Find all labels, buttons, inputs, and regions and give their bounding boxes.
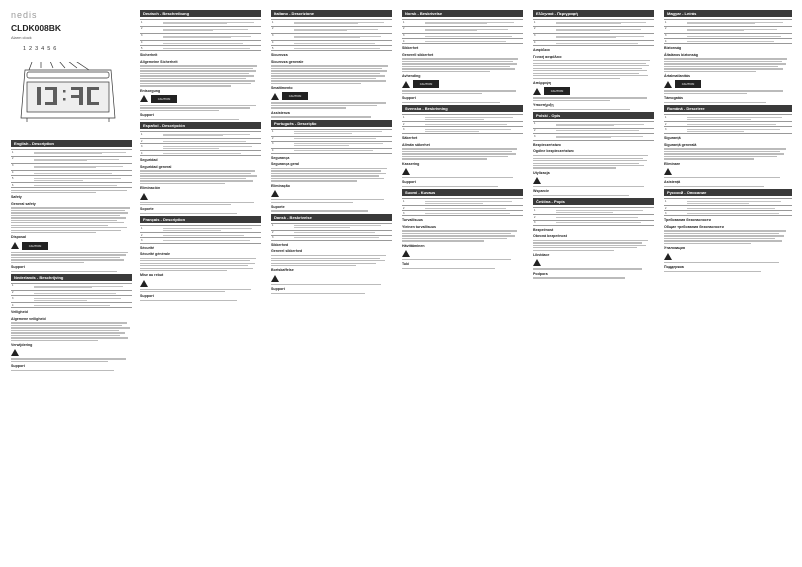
- warning-block: [11, 242, 132, 250]
- warning-triangle-icon: [402, 168, 410, 175]
- caution-label: CAUTION: [22, 242, 48, 250]
- romanian-safety-heading: Siguranță: [664, 136, 681, 141]
- safety-heading: Safety: [11, 195, 22, 200]
- section-header-english: English - Description: [11, 140, 132, 147]
- hungarian-general-heading: Általános biztonság: [664, 52, 698, 57]
- warning-triangle-icon: [664, 253, 672, 260]
- dutch-general-heading: Algemene veiligheid: [11, 316, 46, 321]
- hungarian-support-heading: Támogatás: [664, 96, 683, 101]
- warning-triangle-icon: [402, 81, 410, 88]
- caution-label: CAUTION: [282, 92, 308, 100]
- norwegian-general-heading: Generell sikkerhet: [402, 52, 434, 57]
- warning-triangle-icon: [140, 95, 148, 102]
- german-disposal-heading: Entsorgung: [140, 88, 161, 93]
- column-5: Ελληνικά - Περιγραφή 1 2 3 4 Ασφάλεια Γενική ασφάλεια Απόρριψη CAUTION Υποστήριξη Polski - Opis 1 2 3 Bezpieczeństwo Ogólne bezpieczeństwo Utylizacja Wsparcie Čeština - Popis 1 2 3 Bezpečnost Obecná bezpečnost Likvidace Podpora: [533, 8, 654, 561]
- danish-support-heading: Support: [271, 287, 285, 292]
- warning-triangle-icon: [140, 280, 148, 287]
- warning-triangle-icon: [271, 190, 279, 197]
- dutch-safety-heading: Veiligheid: [11, 310, 28, 315]
- section-header-norwegian: Norsk - Beskrivelse: [402, 10, 523, 17]
- french-disposal-heading: Mise au rebut: [140, 273, 164, 278]
- norwegian-support-heading: Support: [402, 96, 416, 101]
- section-header-german: Deutsch - Beschreibung: [140, 10, 261, 17]
- caution-label: CAUTION: [151, 95, 177, 103]
- warning-triangle-icon: [402, 250, 410, 257]
- greek-general-heading: Γενική ασφάλεια: [533, 54, 562, 59]
- finnish-safety-heading: Turvallisuus: [402, 218, 423, 223]
- brand-logo: nedis: [11, 10, 38, 20]
- polish-disposal-heading: Utylizacja: [533, 170, 550, 175]
- caution-label: CAUTION: [675, 80, 701, 88]
- french-safety-heading: Sécurité: [140, 245, 155, 250]
- section-header-danish: Dansk - Beskrivelse: [271, 214, 392, 221]
- spanish-general-heading: Seguridad general: [140, 164, 172, 169]
- dutch-support-heading: Support: [11, 364, 25, 369]
- column-6: Magyar - Leírás 1 2 3 4 Biztonság Általános biztonság Ártalmatlanítás CAUTION Támogatás Română - Descriere 1 2 3 Siguranță Siguranță generală Eliminare Asistență Русский - Описание 1 2 3 Требования безопасности Общие требования безопасности Утилизация Поддержка: [664, 8, 792, 561]
- column-1: [11, 8, 132, 561]
- section-header-portuguese: Português - Descrição: [271, 120, 392, 127]
- callout-numbers: 123456: [23, 46, 60, 52]
- danish-disposal-heading: Bortskaffelse: [271, 268, 294, 273]
- norwegian-safety-heading: Sikkerhet: [402, 46, 419, 51]
- italian-support-heading: Assistenza: [271, 110, 290, 115]
- product-subtitle: Alarm clock: [11, 35, 32, 40]
- warning-triangle-icon: [271, 93, 279, 100]
- section-header-french: Français - Description: [140, 216, 261, 223]
- italian-general-heading: Sicurezza generale: [271, 59, 304, 64]
- russian-safety-heading: Требования безопасности: [664, 218, 711, 223]
- polish-support-heading: Wsparcie: [533, 189, 549, 194]
- swedish-disposal-heading: Kassering: [402, 161, 420, 166]
- hungarian-disposal-heading: Ártalmatlanítás: [664, 74, 690, 79]
- model-number: CLDK008BK: [11, 23, 62, 33]
- greek-disposal-heading: Απόρριψη: [533, 80, 551, 85]
- section-header-czech: Čeština - Popis: [533, 198, 654, 205]
- french-general-heading: Sécurité générale: [140, 251, 170, 256]
- russian-disposal-heading: Утилизация: [664, 246, 685, 251]
- russian-support-heading: Поддержка: [664, 264, 684, 269]
- danish-safety-heading: Sikkerhed: [271, 243, 289, 248]
- italian-safety-heading: Sicurezza: [271, 53, 288, 58]
- disposal-heading: Disposal: [11, 235, 26, 240]
- section-header-spanish: Español - Descripción: [140, 122, 261, 129]
- french-support-heading: Support: [140, 294, 154, 299]
- column-3: Italiano - Descrizione 1 2 3 4 5 Sicurezza Sicurezza generale Smaltimento CAUTION Assistenza Português - Descrição 1 2 3 4 Segurança Segurança geral Eliminação Suporte Dansk - Beskrivelse 1 2 3 Sikkerhed Generel sikkerhed Bortskaffelse Support: [271, 8, 392, 561]
- finnish-general-heading: Yleinen turvallisuus: [402, 224, 436, 229]
- warning-triangle-icon: [11, 242, 19, 249]
- support-heading: Support: [11, 265, 25, 270]
- dutch-disposal-heading: Verwijdering: [11, 342, 33, 347]
- product-illustration: [11, 46, 129, 138]
- swedish-support-heading: Support: [402, 180, 416, 185]
- romanian-disposal-heading: Eliminare: [664, 161, 681, 166]
- czech-general-heading: Obecná bezpečnost: [533, 234, 567, 239]
- warning-triangle-icon: [140, 193, 148, 200]
- spanish-disposal-heading: Eliminación: [140, 186, 161, 191]
- warning-triangle-icon: [271, 275, 279, 282]
- hungarian-safety-heading: Biztonság: [664, 46, 682, 51]
- german-general-heading: Allgemeine Sicherheit: [140, 59, 178, 64]
- section-header-greek: Ελληνικά - Περιγραφή: [533, 10, 654, 17]
- section-header-finnish: Suomi - Kuvaus: [402, 189, 523, 196]
- portuguese-general-heading: Segurança geral: [271, 162, 299, 167]
- greek-safety-heading: Ασφάλεια: [533, 48, 550, 53]
- swedish-general-heading: Allmän säkerhet: [402, 142, 430, 147]
- warning-triangle-icon: [533, 88, 541, 95]
- warning-triangle-icon: [11, 349, 19, 356]
- italian-disposal-heading: Smaltimento: [271, 86, 293, 91]
- warning-triangle-icon: [664, 81, 672, 88]
- danish-general-heading: Generel sikkerhed: [271, 249, 303, 254]
- czech-disposal-heading: Likvidace: [533, 252, 550, 257]
- section-header-hungarian: Magyar - Leírás: [664, 10, 792, 17]
- column-2: Deutsch - Beschreibung 1 2 3 4 5 Sicherheit Allgemeine Sicherheit Entsorgung CAUTION Support Español - Descripción 1 2 3 4 Seguridad Seguridad general Eliminación Soporte Français - Description 1 2 3 Sécurité Sécurité générale Mise au rebut Support: [140, 8, 261, 561]
- section-header-romanian: Română - Descriere: [664, 105, 792, 112]
- warning-triangle-icon: [533, 177, 541, 184]
- portuguese-support-heading: Suporte: [271, 204, 285, 209]
- column-4: Norsk - Beskrivelse 1 2 3 4 Sikkerhet Generell sikkerhet Avhending CAUTION Support Svenska - Beskrivning 1 2 3 Säkerhet Allmän säkerhet Kassering Support Suomi - Kuvaus 1 2 3 Turvallisuus Yleinen turvallisuus Hävittäminen Tuki: [402, 8, 523, 561]
- greek-support-heading: Υποστήριξη: [533, 103, 554, 108]
- section-header-russian: Русский - Описание: [664, 189, 792, 196]
- spanish-support-heading: Soporte: [140, 207, 154, 212]
- description-table-dutch: 1 2 3 4: [11, 283, 132, 308]
- section-header-italian: Italiano - Descrizione: [271, 10, 392, 17]
- warning-triangle-icon: [664, 168, 672, 175]
- czech-safety-heading: Bezpečnost: [533, 227, 554, 232]
- finnish-disposal-heading: Hävittäminen: [402, 243, 425, 248]
- romanian-general-heading: Siguranță generală: [664, 142, 697, 147]
- german-safety-heading: Sicherheit: [140, 53, 158, 58]
- caution-label: CAUTION: [413, 80, 439, 88]
- czech-support-heading: Podpora: [533, 271, 548, 276]
- german-support-heading: Support: [140, 113, 154, 118]
- polish-safety-heading: Bezpieczeństwo: [533, 143, 561, 148]
- section-header-dutch: Nederlands - Beschrijving: [11, 274, 132, 281]
- romanian-support-heading: Asistență: [664, 180, 681, 185]
- general-safety-heading: General safety: [11, 201, 36, 206]
- finnish-support-heading: Tuki: [402, 262, 410, 267]
- spanish-safety-heading: Seguridad: [140, 158, 158, 163]
- polish-general-heading: Ogólne bezpieczeństwo: [533, 149, 574, 154]
- alarm-clock-drawing: [19, 62, 117, 124]
- portuguese-disposal-heading: Eliminação: [271, 183, 290, 188]
- section-header-swedish: Svenska - Beskrivning: [402, 105, 523, 112]
- warning-triangle-icon: [533, 259, 541, 266]
- section-header-polish: Polski - Opis: [533, 112, 654, 119]
- russian-general-heading: Общие требования безопасности: [664, 224, 724, 229]
- norwegian-disposal-heading: Avhending: [402, 74, 421, 79]
- description-table: 1 2 3 4 5 6: [11, 149, 132, 188]
- portuguese-safety-heading: Segurança: [271, 155, 290, 160]
- caution-label: CAUTION: [544, 87, 570, 95]
- swedish-safety-heading: Säkerhet: [402, 136, 418, 141]
